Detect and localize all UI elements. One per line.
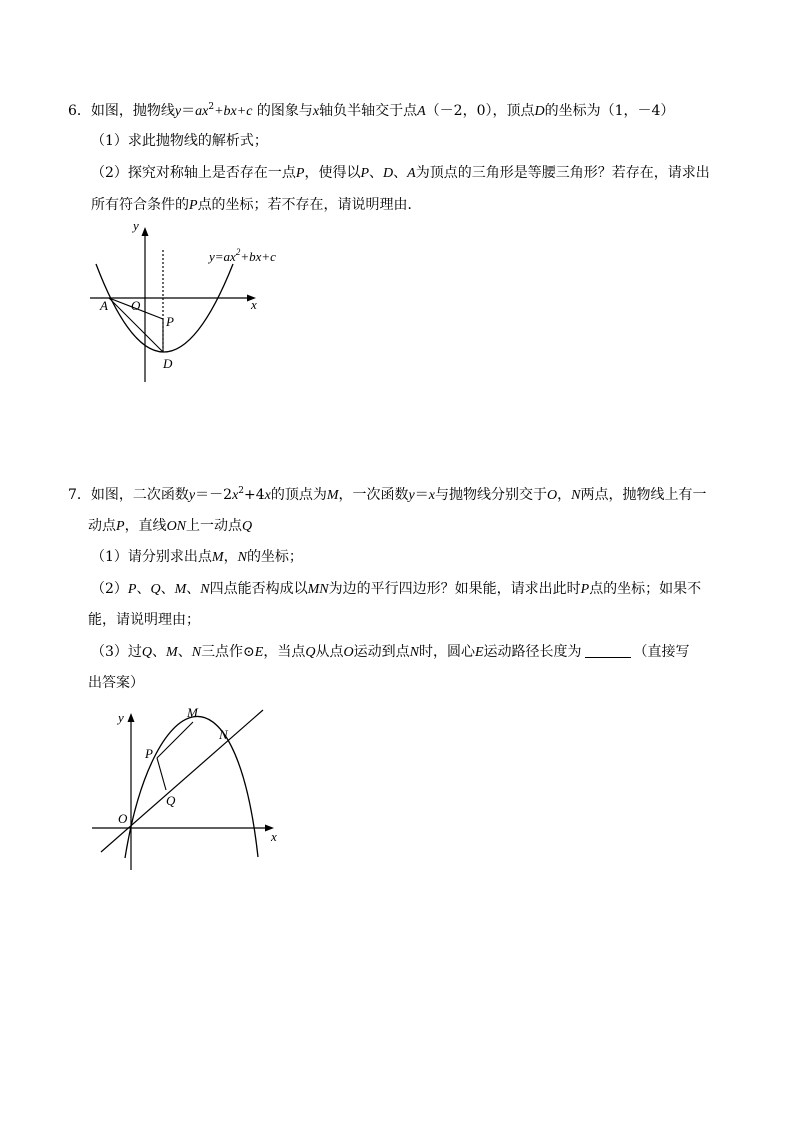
- q7-part3-line2: 出答案）: [88, 675, 144, 691]
- q7-part3-line1: （3）过Q、M、N三点作⊙E，当点Q从点O运动到点N时，圆心E运动路径长度为 （直接写: [91, 644, 690, 660]
- q7-label-x: x: [271, 829, 277, 844]
- q6-parabola: [96, 264, 233, 352]
- q6-part1: （1）求此抛物线的解析式；: [91, 133, 268, 149]
- q6-y-arrow-icon: [142, 227, 149, 236]
- q7-label-P: P: [145, 746, 153, 761]
- q7-segment-PQ: [157, 758, 166, 790]
- q6-label-D: D: [163, 356, 173, 371]
- q7-part2-line2: 能，请说明理由；: [88, 612, 200, 628]
- q6-figure: [85, 215, 285, 385]
- q6-equation: $y=ax^2+bx+c$: [209, 247, 276, 264]
- q6-label-P: P: [166, 314, 174, 329]
- q6-stem-line1: 6．如图，抛物线$y=ax^2+bx+c$ 的图象与x轴负半轴交于点A（－2，0），顶点D的坐标为（1，－4）: [68, 102, 675, 119]
- q7-label-Q: Q: [166, 793, 176, 808]
- q7-parabola: [125, 716, 258, 858]
- answer-blank[interactable]: [585, 643, 631, 658]
- q6-label-y: y: [133, 218, 139, 233]
- q6-label-x: x: [251, 297, 257, 312]
- q7-label-M: M: [187, 705, 198, 720]
- q6-part2-line1: （2）探究对称轴上是否存在一点P，使得以P、D、A为顶点的三角形是等腰三角形？若存在，请求出: [91, 165, 710, 181]
- q7-stem-line2: 动点P，直线ON上一动点Q: [88, 518, 253, 534]
- q7-y-arrow-icon: [128, 713, 135, 722]
- q7-label-O: O: [118, 811, 128, 826]
- q7-part2-line1: （2）P、Q、M、N四点能否构成以MN为边的平行四边形？如果能，请求出此时P点的坐标；如果不: [91, 581, 702, 597]
- q7-label-N: N: [219, 727, 228, 742]
- q6-part2-line2: 所有符合条件的P点的坐标；若不存在，请说明理由．: [91, 197, 422, 213]
- q7-figure: [85, 700, 285, 875]
- q7-label-y: y: [118, 710, 124, 725]
- q7-stem-line1: 7．如图，二次函数$y=-2x^2+4x$的顶点为M，一次函数y＝x与抛物线分别交于O，N两点，抛物线上有一: [68, 486, 707, 503]
- q6-label-A: A: [100, 298, 108, 313]
- q7-line-ON: [101, 710, 263, 852]
- q6-label-O: O: [131, 298, 141, 313]
- q7-part1: （1）请分别求出点M，N的坐标；: [91, 549, 303, 565]
